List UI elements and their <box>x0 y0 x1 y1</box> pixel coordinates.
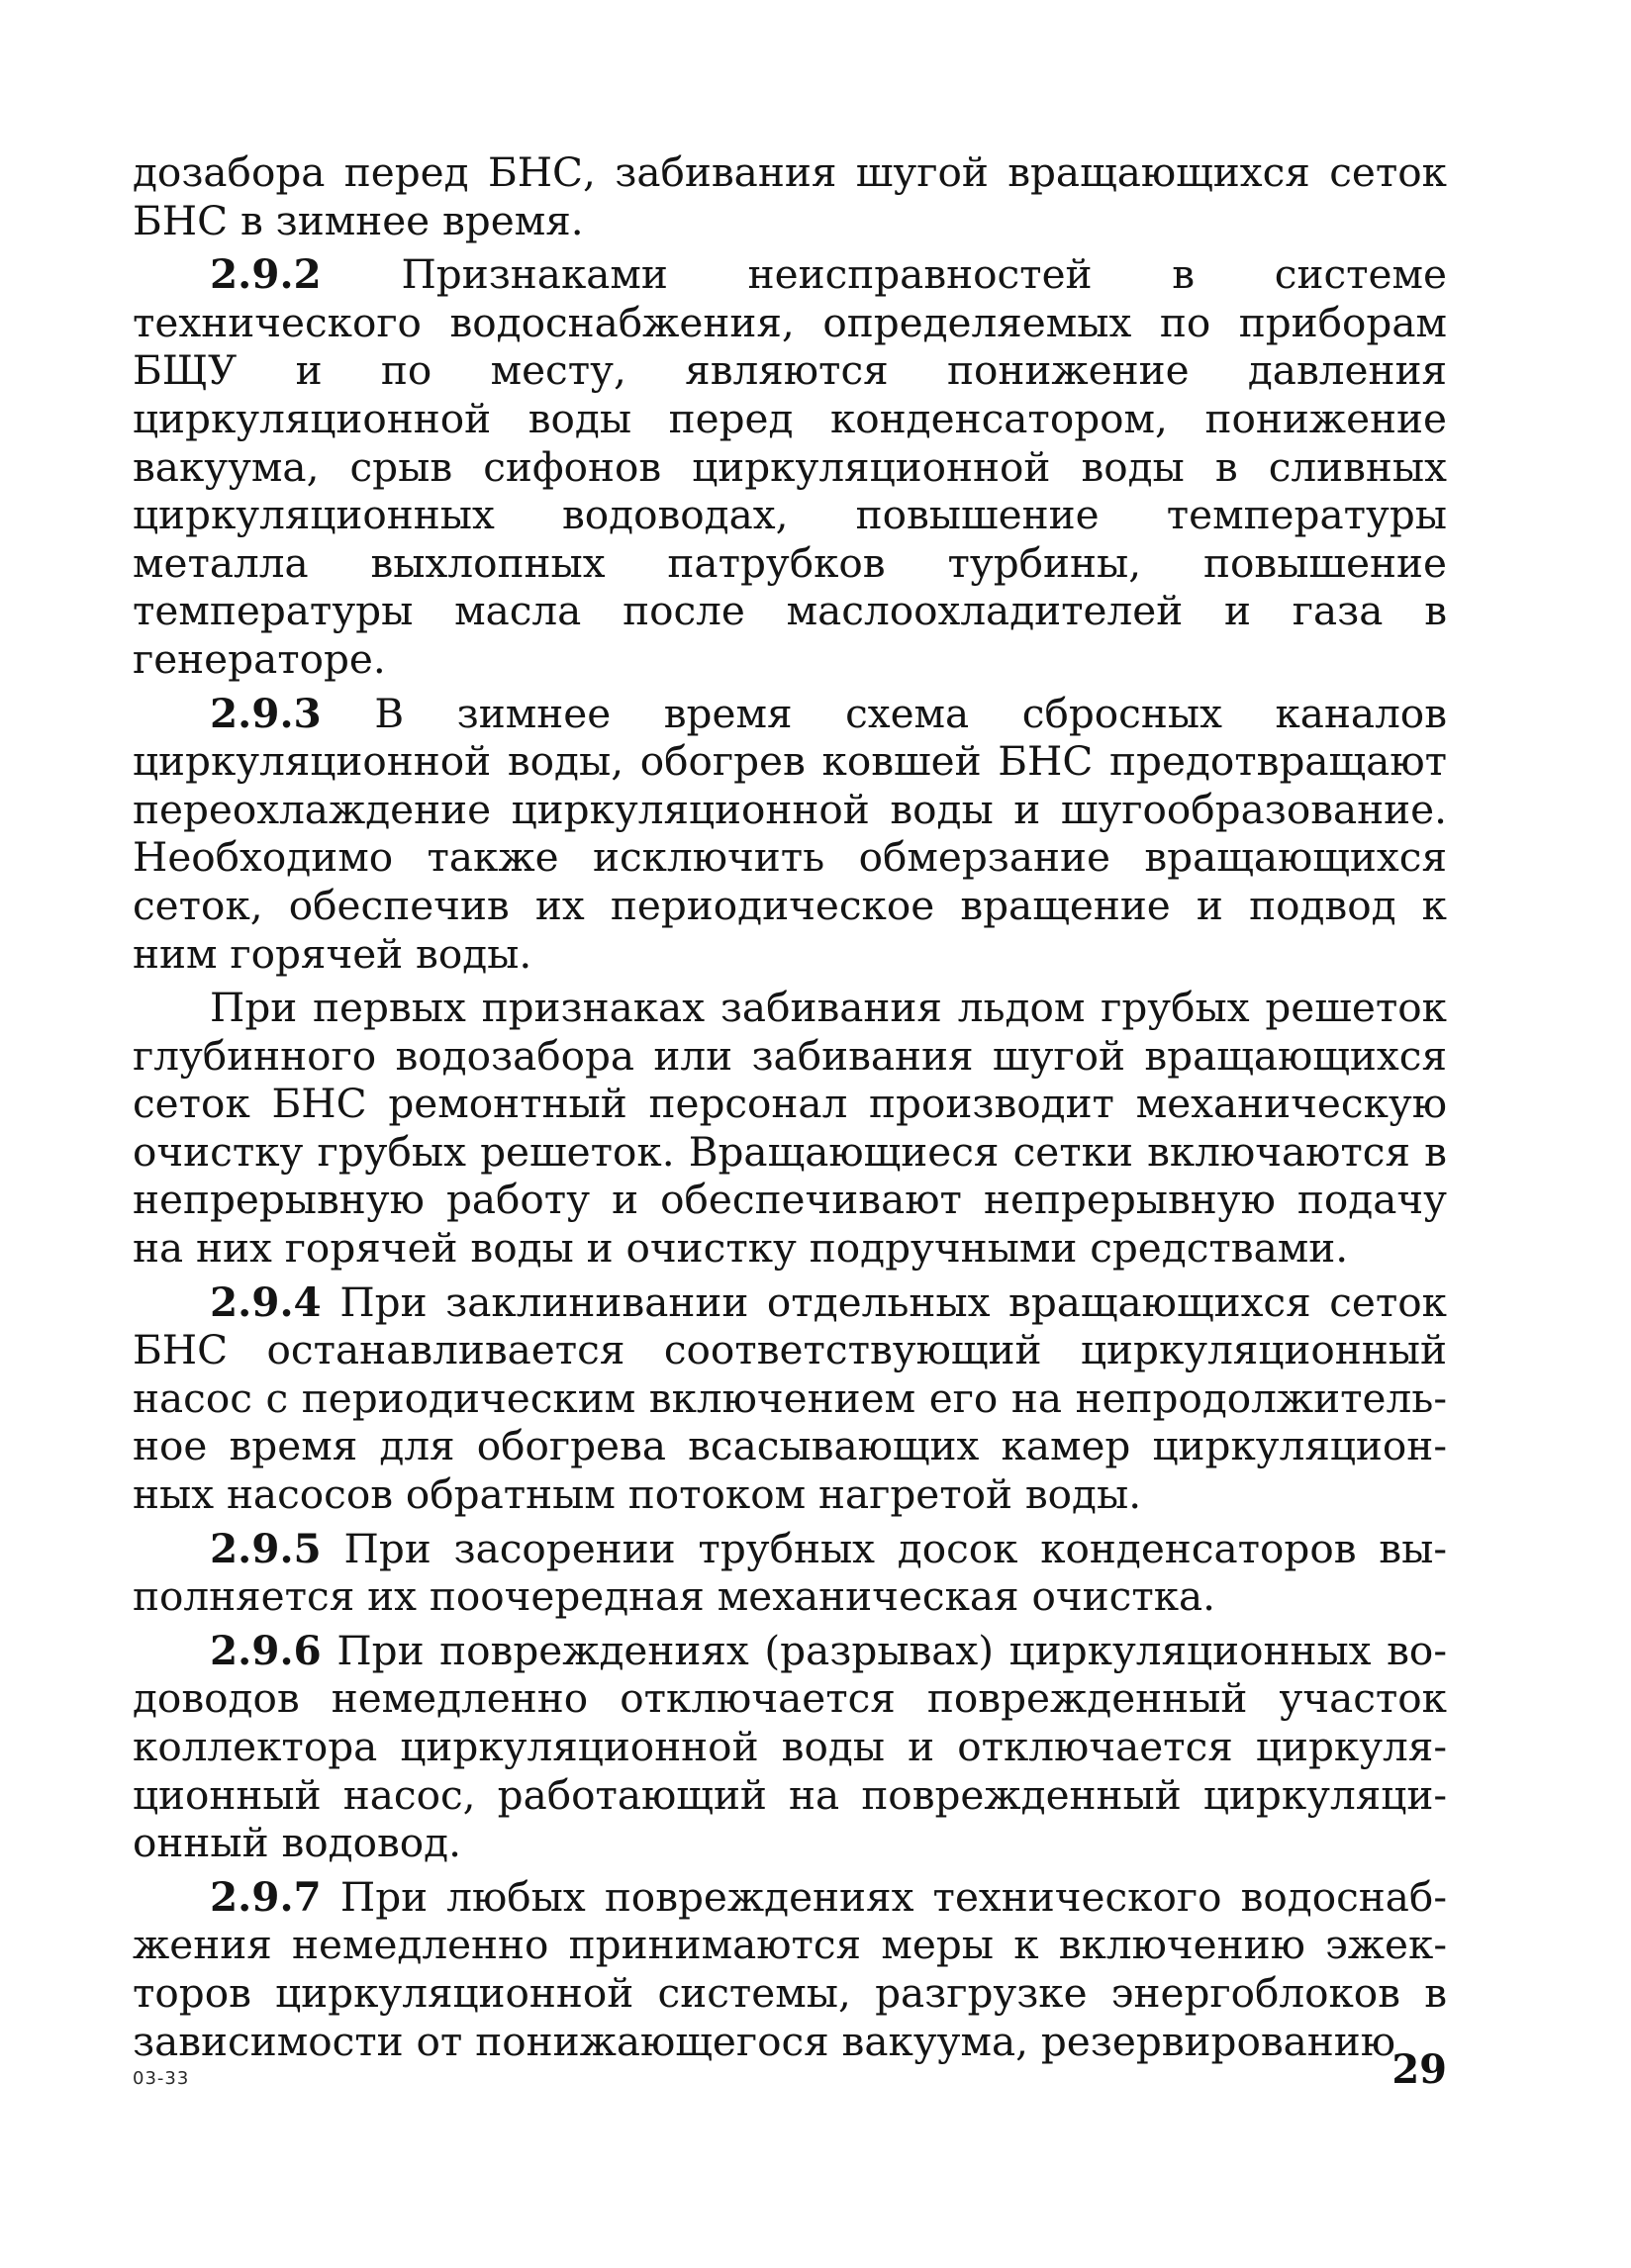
paragraph-text: При засорении трубных досок конденсаторов выполняется их поочередная механическая очистка. <box>133 1524 1447 1621</box>
page-number: 29 <box>1391 2046 1447 2093</box>
clause-2-9-7 <box>133 1873 1447 2065</box>
paragraph-ice-clearing <box>133 984 1447 1273</box>
paragraph-text: дозабора перед БНС, забивания шугой вращающихся сеток БНС в зимнее время. <box>133 148 1447 244</box>
clause-2-9-5 <box>133 1525 1447 1621</box>
clause-2-9-6 <box>133 1627 1447 1867</box>
paragraph-text: Признаками неисправностей в системе технического водоснабжения, определяемых по приборам БЩУ и по месту, являются понижение давления циркуляционной воды перед конденсатором, понижение вакуума, срыв сифонов циркуляционной воды в сливных циркуляционных водоводах, повышение температуры металла выхлопных патрубков турбины, повышение температуры масла после маслоохладителей и газа в генераторе. <box>133 250 1447 683</box>
paragraph-text: При повреждениях (разрывах) циркуляционных водоводов немедленно отключается поврежденный участок коллектора циркуляционной воды и отключается циркуляционный насос, работающий на поврежденный циркуляционный водовод. <box>133 1626 1447 1867</box>
clause-2-9-2 <box>133 250 1447 683</box>
clause-number: 2.9.4 <box>210 1277 322 1326</box>
clause-number: 2.9.7 <box>210 1872 322 1921</box>
clause-number: 2.9.5 <box>210 1524 322 1572</box>
clause-2-9-4 <box>133 1278 1447 1519</box>
clause-number: 2.9.3 <box>210 689 322 737</box>
clause-2-9-3 <box>133 690 1447 979</box>
paragraph-text: При заклинивании отдельных вращающихся сеток БНС останавливается соответствующий циркуляционный насос с периодическим включением его на непродолжительное время для обогрева всасывающих камер циркуляционных насосов обратным потоком нагретой воды. <box>133 1277 1447 1519</box>
paragraph-text: При любых повреждениях технического водоснабжения немедленно принимаются меры к включению эжекторов циркуляционной системы, разгрузке энергоблоков в зависимости от понижающегося вакуума, резервированию <box>133 1872 1447 2065</box>
paragraph-text: В зимнее время схема сбросных каналов циркуляционной воды, обогрев ковшей БНС предотвращают переохлаждение циркуляционной воды и шугообразование. Необходимо также исключить обмерзание вращающихся сеток, обеспечив их периодическое вращение и подвод к ним горячей воды. <box>133 689 1447 978</box>
clause-number: 2.9.6 <box>210 1626 322 1674</box>
paragraph-continuation <box>133 148 1447 244</box>
footer-code: 03-33 <box>133 2068 190 2089</box>
document-body <box>133 148 1447 2065</box>
clause-number: 2.9.2 <box>210 250 322 299</box>
paragraph-text: При первых признаках забивания льдом грубых решеток глубинного водозабора или забивания шугой вращающихся сеток БНС ремонтный персонал производит механическую очистку грубых решеток. Вращающиеся сетки включаются в непрерывную работу и обеспечивают непрерывную подачу на них горячей воды и очистку подручными средствами. <box>133 984 1447 1273</box>
